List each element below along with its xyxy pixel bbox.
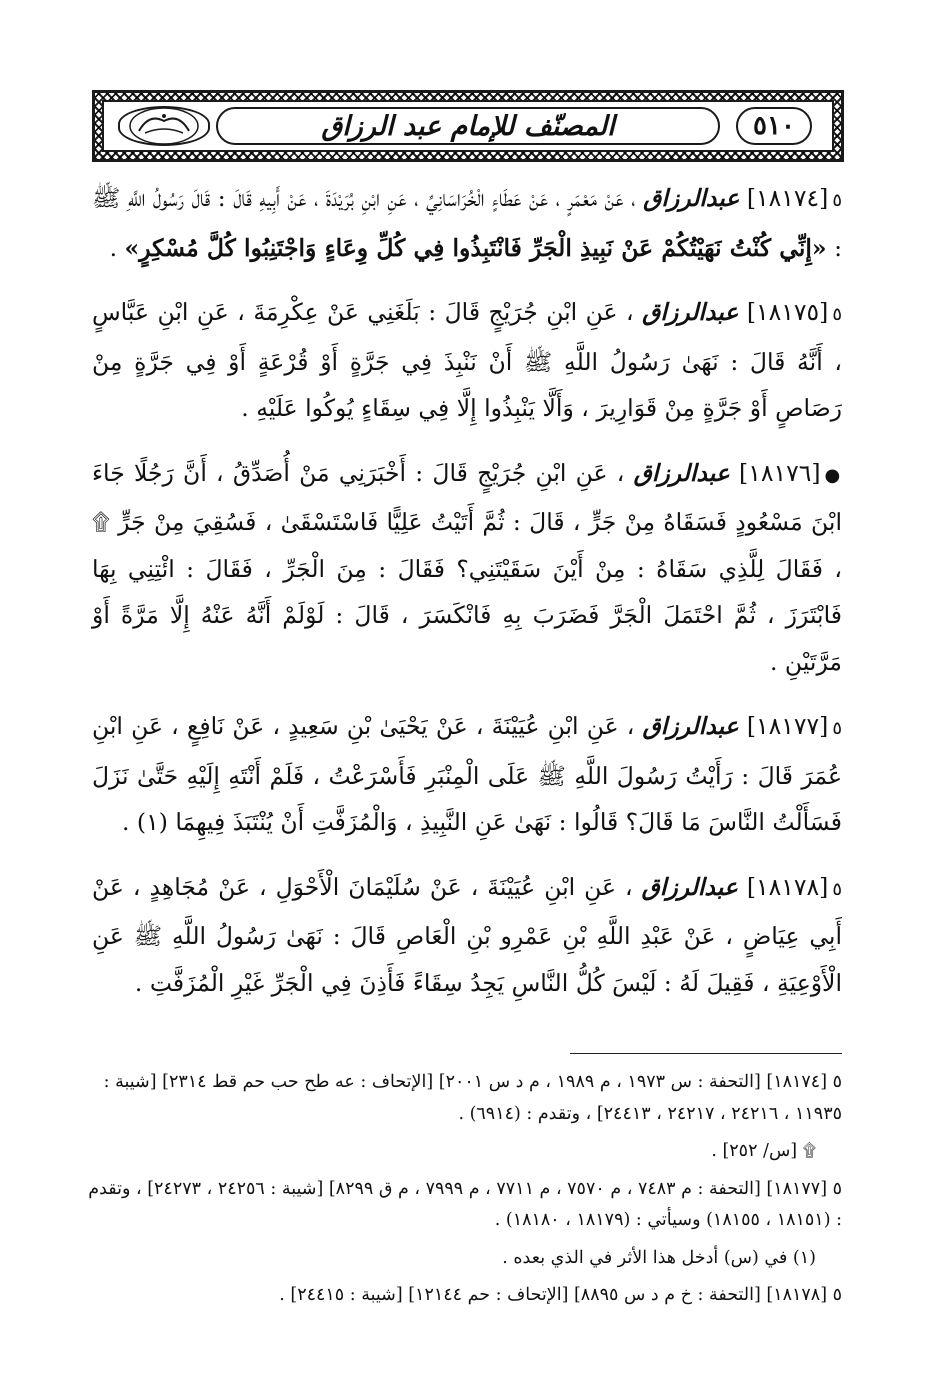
page-number: ٥١٠: [753, 111, 795, 141]
entry-author: عبدالرزاق: [633, 458, 730, 487]
entry-marker: ٥: [832, 718, 842, 739]
entry-marker: ٥: [832, 878, 842, 900]
hadith-entry: [92, 289, 842, 432]
book-emblem-icon: [118, 106, 210, 146]
entry-number: [١٨١٧٨]: [746, 872, 829, 901]
entry-author: عبدالرزاق: [641, 872, 738, 901]
entry-tail: (١) .: [121, 808, 168, 836]
hadith-entry: [92, 175, 842, 271]
footnote: ٥ [١٨١٧٨] [التحفة : خ م د س ٨٨٩٥] [الإتحاف : حم ١٢١٤٤] [شيبة : ٢٤٤١٥] .: [279, 1285, 842, 1305]
entry-author: عبدالرزاق: [642, 712, 739, 740]
hadith-entry: [92, 703, 842, 846]
entry-chain: ، عَنِ ابْنِ جُرَيْجٍ قَالَ : بَلَغَنِي عَنْ عِكْرِمَةَ ، عَنِ ابْنِ عَبَّاسٍ ، أَنَّهُ قَالَ : نَهَىٰ رَسُولُ اللَّهِ ﷺ أَنْ نَنْبِذَ فِي جَرَّةٍ أَوْ قُرْعَةٍ أَوْ فِي جَرَّةٍ مِنْ رَصَاصٍ أَوْ جَرَّةٍ مِنْ قَوَارِيرَ ، وَأَلَّا يَنْبِذُوا إِلَّا فِي سِقَاءٍ يُوكُوا عَلَيْهِ .: [92, 298, 842, 422]
entry-author: عبدالرزاق: [642, 298, 739, 326]
footnotes: [88, 1067, 842, 1318]
entry-chain: ، عَنْ مَعْمَرٍ ، عَنْ عَطَاءٍ الْخُرَاسَانِيِّ ، عَنِ ابْنِ بُرَيْدَةَ ، عَنْ أَبِيهِ قَالَ : قَالَ رَسُولُ اللَّهِ ﷺ :: [92, 184, 842, 262]
footnote-divider: [570, 1053, 842, 1054]
hadith-entry: [92, 450, 842, 686]
entry-marker: ٥: [832, 304, 842, 325]
hadith-entry: [92, 864, 842, 1007]
book-title-banner: [216, 107, 720, 145]
footnote: ۩ [س/ ٢٥٢] .: [711, 1141, 816, 1161]
book-title: المصنّف للإمام عبد الرزاق: [321, 110, 615, 142]
header-frame: [102, 100, 834, 152]
entry-marker: ٥: [832, 190, 842, 211]
page-number-badge: [736, 107, 812, 145]
entry-tail: .: [109, 233, 125, 262]
entry-chain: ، عَنِ ابْنِ عُيَيْنَةَ ، عَنْ يَحْيَىٰ بْنِ سَعِيدٍ ، عَنْ نَافِعٍ ، عَنِ ابْنِ عُمَرَ قَالَ : رَأَيْتُ رَسُولَ اللَّهِ ﷺ عَلَى الْمِنْبَرِ فَأَسْرَعْتُ ، فَلَمْ أَنْتَهِ إِلَيْهِ حَتَّىٰ نَزَلَ فَسَأَلْتُ النَّاسَ مَا قَالَ؟ قَالُوا : نَهَىٰ عَنِ النَّبِيذِ ، وَالْمُزَفَّتِ أَنْ يُنْتَبَذَ فِيهِمَا: [92, 712, 842, 836]
main-text: [92, 175, 842, 1024]
page-header: [92, 90, 844, 162]
entry-number: [١٨١٧٧]: [746, 712, 829, 740]
entry-hadith: «إِنِّي كُنْتُ نَهَيْتُكُمْ عَنْ نَبِيذِ الْجَرِّ فَانْتَبِذُوا فِي كُلِّ وِعَاءٍ وَاجْتَنِبُوا كُلَّ مُسْكِرٍ»: [124, 233, 827, 262]
entry-number: [١٨١٧٦]: [739, 458, 821, 487]
entry-chain: ، عَنِ ابْنِ جُرَيْجٍ قَالَ : أَخْبَرَنِي مَنْ أُصَدِّقُ ، أَنَّ رَجُلًا جَاءَ ابْنَ مَسْعُودٍ فَسَقَاهُ مِنْ جَرٍّ ، قَالَ : ثُمَّ أَتَيْتُ عَلِيًّا فَاسْتَسْقَىٰ ، فَسُقِيَ مِنْ جَرٍّ ۩ ، فَقَالَ لِلَّذِي سَقَاهُ : مِنْ أَيْنَ سَقَيْتَنِي؟ فَقَالَ : مِنَ الْجَرِّ ، فَقَالَ : ائْتِنِي بِهَا فَابْتَرَزَ ، ثُمَّ احْتَمَلَ الْجَرَّ فَضَرَبَ بِهِ فَانْكَسَرَ ، قَالَ : لَوْلَمْ أَنَّهُ عَنْهُ إِلَّا مَرَّةً أَوْ مَرَّتَيْنِ .: [92, 458, 842, 676]
footnote: (١) في (س) أدخل هذا الأثر في الذي بعده .: [502, 1247, 816, 1268]
entry-number: [١٨١٧٤]: [746, 184, 829, 212]
emblem-drawing: [125, 103, 203, 149]
entry-marker: ●: [824, 464, 842, 486]
entry-number: [١٨١٧٥]: [746, 298, 829, 326]
footnote: ٥ [١٨١٧٤] [التحفة : س ١٩٧٣ ، م ١٩٨٩ ، م د س ٢٠٠١] [الإتحاف : عه طح حب حم قط ٢٣١٤] [شيبة : ١١٩٣٥ ، ٢٤٢١٦ ، ٢٤٢١٧ ، ٢٤٤١٣] ، وتقدم : (٦٩١٤) .: [103, 1072, 842, 1124]
entry-author: عبدالرزاق: [643, 184, 740, 212]
entry-chain: ، عَنِ ابْنِ عُيَيْنَةَ ، عَنْ سُلَيْمَانَ الْأَحْوَلِ ، عَنْ مُجَاهِدٍ ، عَنْ أَبِي عِيَاضٍ ، عَنْ عَبْدِ اللَّهِ بْنِ عَمْرِو بْنِ الْعَاصِ قَالَ : نَهَىٰ رَسُولُ اللَّهِ ﷺ عَنِ الْأَوْعِيَةِ ، فَقِيلَ لَهُ : لَيْسَ كُلُّ النَّاسِ يَجِدُ سِقَاءً فَأَذِنَ فِي الْجَرِّ غَيْرِ الْمُزَفَّتِ .: [92, 872, 842, 997]
footnote: ٥ [١٨١٧٧] [التحفة : م ٧٤٨٣ ، م ٧٥٧٠ ، م ٧٧١١ ، م ٧٩٩٩ ، م ق ٨٢٩٩] [شيبة : ٢٤٢٥٦ ، ٢٤٢٧٣] ، وتقدم : (١٨١٥١ ، ١٨١٥٥) وسيأتي : (١٨١٧٩ ، ١٨١٨٠) .: [88, 1178, 842, 1230]
